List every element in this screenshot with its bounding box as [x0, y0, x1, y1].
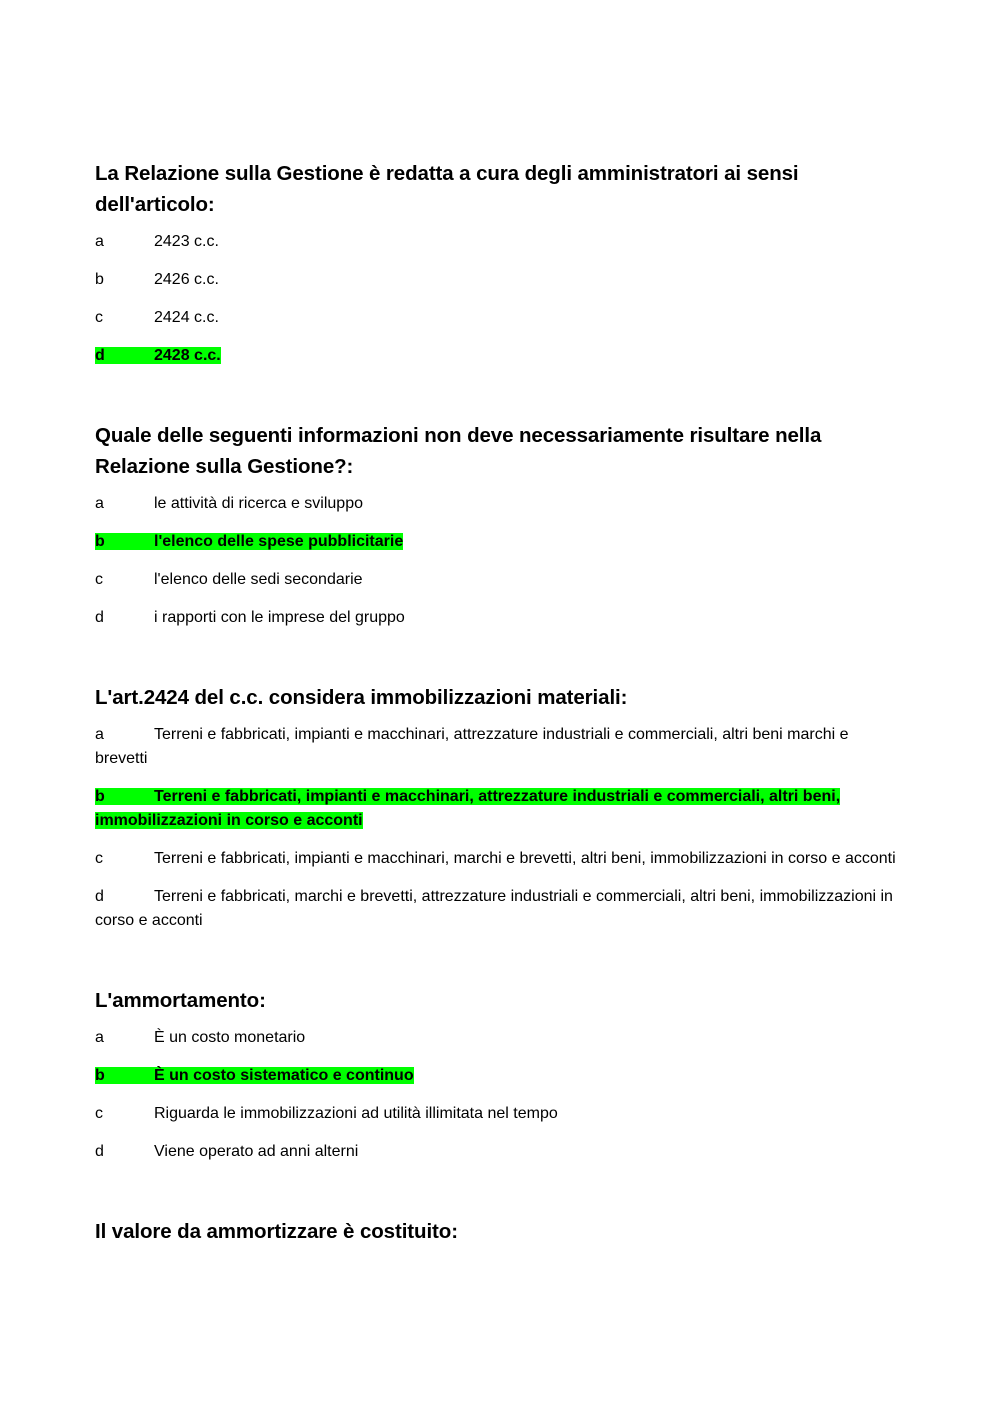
- correct-answer-option-b: [95, 785, 905, 833]
- question-block-1: [95, 158, 905, 368]
- question-text: Quale delle seguenti informazioni non deve necessariamente risultare nella Relazione sulla Gestione?:: [95, 424, 822, 478]
- option-letter: d: [95, 1143, 104, 1160]
- option-letter: b: [95, 533, 105, 550]
- option-text: Terreni e fabbricati, impianti e macchinari, marchi e brevetti, altri beni, immobilizzazioni in corso e acconti: [154, 850, 896, 867]
- option-text: Terreni e fabbricati, impianti e macchinari, attrezzature industriali e commerciali, altri beni marchi e brevetti: [95, 726, 849, 767]
- option-letter: b: [95, 1067, 105, 1084]
- question-text: La Relazione sulla Gestione è redatta a cura degli amministratori ai sensi dell'articolo:: [95, 162, 799, 216]
- option-text: È un costo sistematico e continuo: [154, 1067, 414, 1084]
- question-block-4: [95, 985, 905, 1164]
- answer-option-b: [95, 268, 905, 292]
- option-text: Riguarda le immobilizzazioni ad utilità illimitata nel tempo: [154, 1105, 558, 1122]
- option-letter: c: [95, 571, 103, 588]
- option-letter: a: [95, 1029, 104, 1046]
- option-letter: b: [95, 271, 104, 288]
- option-letter: c: [95, 309, 103, 326]
- option-letter: d: [95, 609, 104, 626]
- option-letter: a: [95, 726, 104, 743]
- option-letter: c: [95, 1105, 103, 1122]
- question-text: Il valore da ammortizzare è costituito:: [95, 1220, 458, 1243]
- option-text: l'elenco delle spese pubblicitarie: [154, 533, 404, 550]
- option-text: Terreni e fabbricati, impianti e macchinari, attrezzature industriali e commerciali, altri beni, immobilizzazioni in corso e acconti: [95, 788, 841, 829]
- option-text: 2426 c.c.: [154, 271, 219, 288]
- option-text: È un costo monetario: [154, 1029, 306, 1046]
- answer-option-d: [95, 885, 905, 933]
- question-text: L'ammortamento:: [95, 989, 266, 1012]
- option-letter: c: [95, 850, 103, 867]
- answer-option-c: [95, 1102, 905, 1126]
- option-letter: b: [95, 788, 105, 805]
- option-letter: d: [95, 888, 104, 905]
- option-text: 2424 c.c.: [154, 309, 219, 326]
- correct-answer-option-d: [95, 344, 905, 368]
- option-text: Viene operato ad anni alterni: [154, 1143, 359, 1160]
- question-block-2: [95, 420, 905, 630]
- option-text: le attività di ricerca e sviluppo: [154, 495, 363, 512]
- answer-option-a: [95, 723, 905, 771]
- option-text: i rapporti con le imprese del gruppo: [154, 609, 405, 626]
- correct-answer-option-b: [95, 1064, 905, 1088]
- answer-option-d: [95, 1140, 905, 1164]
- question-block-5: [95, 1216, 905, 1247]
- answer-option-a: [95, 492, 905, 516]
- answer-option-c: [95, 306, 905, 330]
- option-text: Terreni e fabbricati, marchi e brevetti, attrezzature industriali e commerciali, altri beni, immobilizzazioni in corso e acconti: [95, 888, 893, 929]
- option-text: 2428 c.c.: [154, 347, 221, 364]
- option-text: l'elenco delle sedi secondarie: [154, 571, 363, 588]
- option-letter: a: [95, 495, 104, 512]
- answer-option-d: [95, 606, 905, 630]
- option-letter: a: [95, 233, 104, 250]
- answer-option-a: [95, 230, 905, 254]
- answer-option-c: [95, 568, 905, 592]
- document-page: [95, 158, 905, 1257]
- question-text: L'art.2424 del c.c. considera immobilizzazioni materiali:: [95, 686, 628, 709]
- option-text: 2423 c.c.: [154, 233, 219, 250]
- option-letter: d: [95, 347, 105, 364]
- answer-option-a: [95, 1026, 905, 1050]
- correct-answer-option-b: [95, 530, 905, 554]
- question-block-3: [95, 682, 905, 933]
- answer-option-c: [95, 847, 905, 871]
